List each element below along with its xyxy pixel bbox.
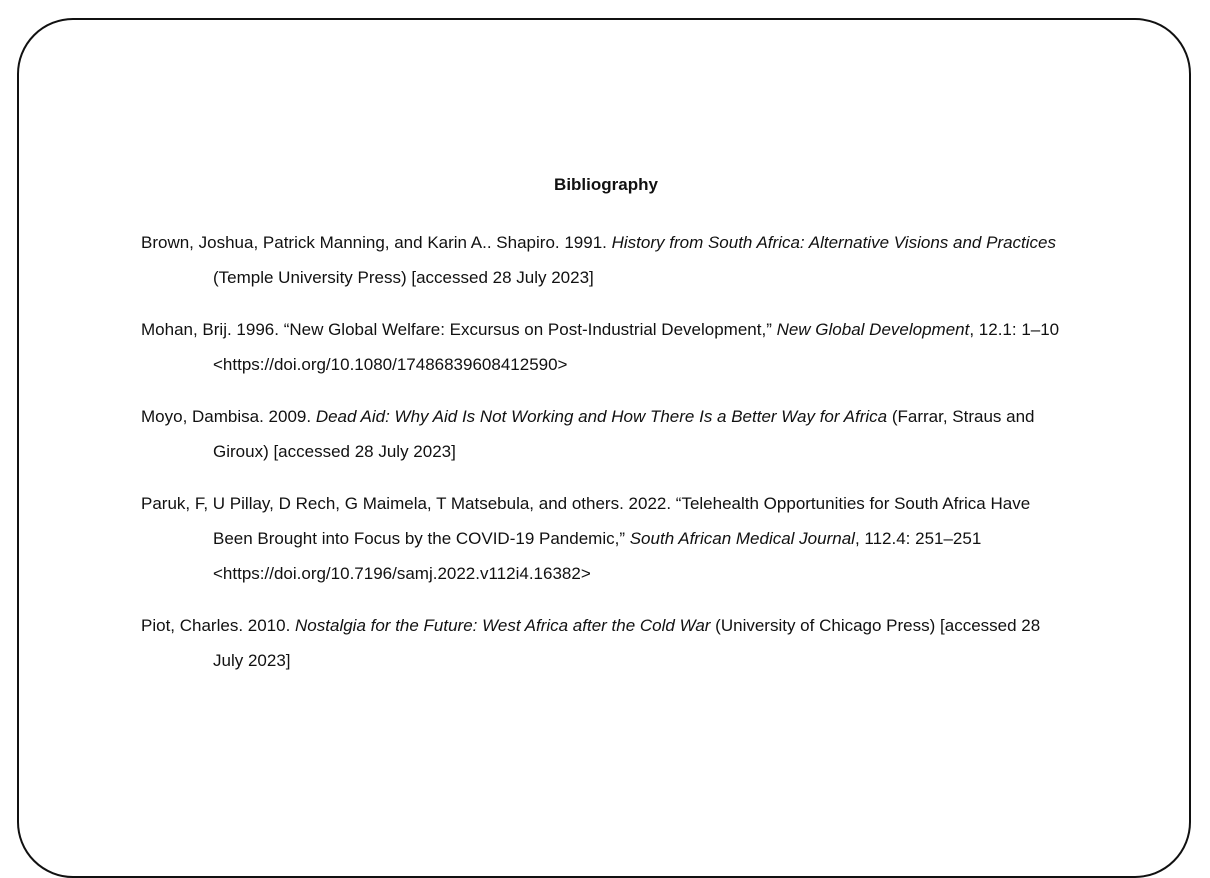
- entry-text: Piot, Charles. 2010.: [141, 616, 296, 635]
- entry-text: Moyo, Dambisa. 2009.: [141, 407, 316, 426]
- entry-title: New Global Development: [776, 320, 970, 339]
- document-page: [17, 18, 1191, 878]
- bibliography-entry: [141, 225, 1071, 295]
- bibliography-entry: [141, 486, 1071, 591]
- bibliography-entry: [141, 312, 1071, 382]
- entry-text: Mohan, Brij. 1996. “New Global Welfare: Excursus on Post-Industrial Development,”: [141, 320, 777, 339]
- entry-text: (Temple University Press) [accessed 28 July 2023]: [213, 268, 594, 287]
- entry-text: , 12.1: 1–10 <https://doi.org/10.1080/17486839608412590>: [213, 320, 1060, 374]
- bibliography-title: Bibliography: [554, 175, 658, 194]
- entry-text: Paruk, F, U Pillay, D Rech, G Maimela, T Matsebula, and others. 2022. “Telehealth Opportunities for South Africa Have Been Brought into Focus by the COVID-19 Pandemic,”: [141, 494, 1031, 548]
- bibliography-section: [141, 175, 1071, 695]
- entry-title: History from South Africa: Alternative Visions and Practices: [611, 233, 1056, 252]
- entry-title: Dead Aid: Why Aid Is Not Working and How There Is a Better Way for Africa: [315, 407, 888, 426]
- entry-text: , 112.4: 251–251 <https://doi.org/10.7196/samj.2022.v112i4.16382>: [213, 529, 982, 583]
- bibliography-entry: [141, 608, 1071, 678]
- entry-text: (Farrar, Straus and Giroux) [accessed 28 July 2023]: [213, 407, 1035, 461]
- entry-title: Nostalgia for the Future: West Africa after the Cold War: [295, 616, 711, 635]
- entry-text: Brown, Joshua, Patrick Manning, and Karin A.. Shapiro. 1991.: [141, 233, 612, 252]
- entry-text: (University of Chicago Press) [accessed 28 July 2023]: [213, 616, 1041, 670]
- bibliography-entry: [141, 399, 1071, 469]
- entry-title: South African Medical Journal: [629, 529, 855, 548]
